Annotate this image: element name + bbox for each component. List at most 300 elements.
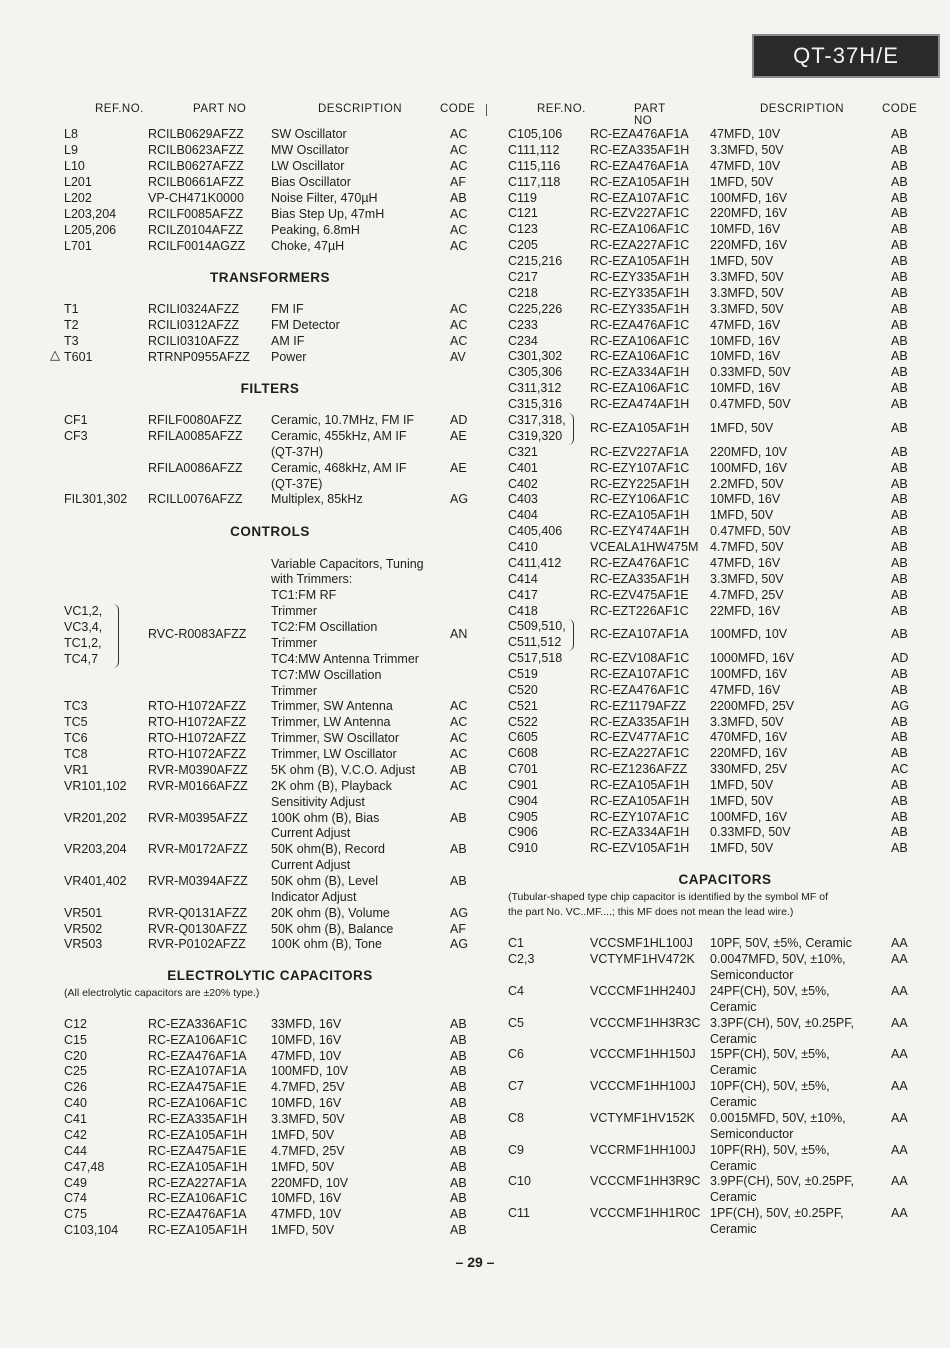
part-code: AB bbox=[891, 604, 908, 618]
part-desc: TC4:MW Antenna Trimmer bbox=[271, 652, 419, 666]
part-ref: C75 bbox=[64, 1207, 87, 1221]
part-part: RC-EZA105AF1H bbox=[590, 794, 690, 808]
part-ref: TC1,2, bbox=[64, 636, 102, 650]
part-desc: 10PF(CH), 50V, ±5%, bbox=[710, 1079, 830, 1093]
part-part: RCILI0312AFZZ bbox=[148, 318, 240, 332]
part-desc: with Trimmers: bbox=[271, 572, 353, 586]
part-desc: 3.3MFD, 50V bbox=[710, 715, 784, 729]
part-ref: C26 bbox=[64, 1080, 87, 1094]
part-part: RC-EZA106AF1C bbox=[148, 1096, 248, 1110]
part-code: AA bbox=[891, 1111, 908, 1125]
part-desc: 47MFD, 16V bbox=[710, 683, 781, 697]
part-ref: C401 bbox=[508, 461, 538, 475]
part-ref: C10 bbox=[508, 1174, 531, 1188]
part-desc: 220MFD, 16V bbox=[710, 238, 788, 252]
part-desc: Bias Oscillator bbox=[271, 175, 351, 189]
header-part: PART NO bbox=[634, 103, 666, 127]
part-desc: 50K ohm(B), Record bbox=[271, 842, 385, 856]
part-ref: CF1 bbox=[64, 413, 88, 427]
part-part: RC-EZA335AF1H bbox=[590, 572, 690, 586]
part-part: VCCCMF1HH240J bbox=[590, 984, 696, 998]
part-desc: 1MFD, 50V bbox=[710, 778, 774, 792]
part-desc: SW Oscillator bbox=[271, 127, 347, 141]
part-desc: FM Detector bbox=[271, 318, 340, 332]
part-part: RTO-H1072AFZZ bbox=[148, 715, 247, 729]
part-part: RVR-M0390AFZZ bbox=[148, 763, 248, 777]
part-ref: C904 bbox=[508, 794, 538, 808]
part-desc: FM IF bbox=[271, 302, 304, 316]
part-part: VCCCMF1HH100J bbox=[590, 1079, 696, 1093]
part-part: RTRNP0955AFZZ bbox=[148, 350, 250, 364]
part-ref: C701 bbox=[508, 762, 538, 776]
part-desc: 1MFD, 50V bbox=[710, 841, 774, 855]
part-desc: 24PF(CH), 50V, ±5%, bbox=[710, 984, 830, 998]
part-part: RC-EZA227AF1A bbox=[148, 1176, 247, 1190]
part-code: AB bbox=[450, 1223, 467, 1237]
part-code: AC bbox=[450, 334, 468, 348]
part-desc: 33MFD, 16V bbox=[271, 1017, 342, 1031]
part-code: AB bbox=[450, 811, 467, 825]
part-part: RC-EZA334AF1H bbox=[590, 825, 690, 839]
part-code: AF bbox=[450, 175, 466, 189]
page-number: – 29 – bbox=[455, 1254, 495, 1270]
part-ref: VC3,4, bbox=[64, 620, 103, 634]
part-ref: C417 bbox=[508, 588, 538, 602]
part-desc: 100MFD, 16V bbox=[710, 667, 788, 681]
part-desc: (QT-37E) bbox=[271, 477, 323, 491]
part-desc: 220MFD, 16V bbox=[710, 746, 788, 760]
part-desc: Trimmer, LW Antenna bbox=[271, 715, 391, 729]
part-desc: Trimmer bbox=[271, 604, 318, 618]
part-desc: 50K ohm (B), Level bbox=[271, 874, 378, 888]
part-code: AC bbox=[450, 715, 468, 729]
part-part: VCCCMF1HH1R0C bbox=[590, 1206, 701, 1220]
part-desc: 0.0047MFD, 50V, ±10%, bbox=[710, 952, 846, 966]
part-desc: 100MFD, 16V bbox=[710, 810, 788, 824]
part-part: RC-EZT226AF1C bbox=[590, 604, 689, 618]
part-part: RC-EZY107AF1C bbox=[590, 810, 690, 824]
part-desc: 4.7MFD, 25V bbox=[271, 1080, 345, 1094]
part-desc: 47MFD, 10V bbox=[710, 159, 781, 173]
part-part: RC-EZA106AF1C bbox=[148, 1033, 248, 1047]
part-ref: T601 bbox=[64, 350, 93, 364]
part-desc: 220MFD, 10V bbox=[710, 445, 788, 459]
part-part: RC-EZV227AF1C bbox=[590, 206, 690, 220]
part-desc: 50K ohm (B), Balance bbox=[271, 922, 394, 936]
part-code: AB bbox=[891, 556, 908, 570]
part-code: AB bbox=[450, 1144, 467, 1158]
part-desc: Ceramic, 10.7MHz, FM IF bbox=[271, 413, 415, 427]
part-part: RVR-M0172AFZZ bbox=[148, 842, 248, 856]
part-part: RC-EZA476AF1C bbox=[590, 683, 690, 697]
part-code: AB bbox=[891, 683, 908, 697]
part-desc: 10MFD, 16V bbox=[710, 492, 781, 506]
part-part: RC-EZA476AF1C bbox=[590, 556, 690, 570]
part-desc: 1MFD, 50V bbox=[710, 508, 774, 522]
section-heading: TRANSFORMERS bbox=[210, 270, 330, 285]
part-ref: C605 bbox=[508, 730, 538, 744]
part-desc: Trimmer, SW Oscillator bbox=[271, 731, 400, 745]
part-part: VCCCMF1HH3R9C bbox=[590, 1174, 701, 1188]
part-part: RCILB0623AFZZ bbox=[148, 143, 244, 157]
part-code: AB bbox=[891, 461, 908, 475]
part-code: AC bbox=[450, 779, 468, 793]
part-code: AC bbox=[450, 318, 468, 332]
part-ref: C40 bbox=[64, 1096, 87, 1110]
part-ref: C418 bbox=[508, 604, 538, 618]
part-ref: C2,3 bbox=[508, 952, 535, 966]
part-part: RC-EZA105AF1H bbox=[148, 1160, 248, 1174]
part-code: AB bbox=[891, 159, 908, 173]
part-ref: VC1,2, bbox=[64, 604, 103, 618]
part-code: AB bbox=[450, 191, 467, 205]
part-ref: T3 bbox=[64, 334, 79, 348]
part-ref: L10 bbox=[64, 159, 85, 173]
part-ref: C25 bbox=[64, 1064, 87, 1078]
part-part: VCCCMF1HH3R3C bbox=[590, 1016, 701, 1030]
part-code: AB bbox=[891, 238, 908, 252]
part-desc: 2200MFD, 25V bbox=[710, 699, 795, 713]
part-code: AB bbox=[891, 191, 908, 205]
part-ref: FIL301,302 bbox=[64, 492, 128, 506]
part-code: AC bbox=[450, 302, 468, 316]
part-ref: C4 bbox=[508, 984, 524, 998]
part-code: AB bbox=[891, 540, 908, 554]
part-part: RTO-H1072AFZZ bbox=[148, 731, 247, 745]
part-part: RC-EZY474AF1H bbox=[590, 524, 690, 538]
part-code: AC bbox=[450, 159, 468, 173]
part-code: AB bbox=[450, 1064, 467, 1078]
part-ref: C319,320 bbox=[508, 429, 563, 443]
part-code: AB bbox=[891, 302, 908, 316]
part-part: RVR-M0395AFZZ bbox=[148, 811, 248, 825]
part-ref: L203,204 bbox=[64, 207, 117, 221]
section-heading: ELECTROLYTIC CAPACITORS bbox=[167, 968, 373, 983]
part-desc: 4.7MFD, 50V bbox=[710, 540, 784, 554]
part-ref: C519 bbox=[508, 667, 538, 681]
part-part: RC-EZA476AF1A bbox=[148, 1207, 247, 1221]
part-ref: C521 bbox=[508, 699, 538, 713]
part-desc: Power bbox=[271, 350, 307, 364]
part-part: RC-EZA334AF1H bbox=[590, 365, 690, 379]
part-ref: C20 bbox=[64, 1049, 87, 1063]
part-code: AA bbox=[891, 936, 908, 950]
part-part: RC-EZA105AF1H bbox=[590, 175, 690, 189]
part-code: AB bbox=[891, 492, 908, 506]
part-part: RVR-M0394AFZZ bbox=[148, 874, 248, 888]
part-part: RC-EZA106AF1C bbox=[590, 381, 690, 395]
part-part: RCILF0014AGZZ bbox=[148, 239, 246, 253]
part-code: AB bbox=[891, 841, 908, 855]
part-desc: 1MFD, 50V bbox=[710, 175, 774, 189]
part-ref: C11 bbox=[508, 1206, 531, 1220]
part-desc: 1MFD, 50V bbox=[271, 1128, 335, 1142]
safety-warning-icon: △ bbox=[50, 347, 60, 362]
part-desc: 47MFD, 10V bbox=[271, 1207, 342, 1221]
part-desc: 220MFD, 16V bbox=[710, 206, 788, 220]
part-code: AB bbox=[891, 421, 908, 435]
part-desc: Variable Capacitors, Tuning bbox=[271, 557, 424, 571]
part-part: RCILI0310AFZZ bbox=[148, 334, 240, 348]
part-ref: C233 bbox=[508, 318, 538, 332]
part-code: AB bbox=[891, 627, 908, 641]
part-ref: C217 bbox=[508, 270, 538, 284]
part-ref: C522 bbox=[508, 715, 538, 729]
part-desc: (QT-37H) bbox=[271, 445, 324, 459]
part-part: VCCRMF1HH100J bbox=[590, 1143, 696, 1157]
part-part: RC-EZA106AF1C bbox=[590, 222, 690, 236]
part-ref: VR203,204 bbox=[64, 842, 127, 856]
part-desc: LW Oscillator bbox=[271, 159, 345, 173]
part-desc: 47MFD, 16V bbox=[710, 318, 781, 332]
part-code: AD bbox=[891, 651, 909, 665]
part-part: RCILB0661AFZZ bbox=[148, 175, 244, 189]
part-desc: 100K ohm (B), Tone bbox=[271, 937, 382, 951]
part-code: AV bbox=[450, 350, 466, 364]
part-desc: Trimmer, SW Antenna bbox=[271, 699, 393, 713]
part-code: AN bbox=[450, 627, 468, 641]
part-ref: VR101,102 bbox=[64, 779, 127, 793]
part-ref: TC3 bbox=[64, 699, 88, 713]
part-desc: Indicator Adjust bbox=[271, 890, 357, 904]
part-code: AB bbox=[450, 1017, 467, 1031]
part-desc: Trimmer bbox=[271, 684, 318, 698]
part-desc: Trimmer bbox=[271, 636, 318, 650]
part-part: RC-EZA105AF1H bbox=[590, 421, 690, 435]
part-desc: 330MFD, 25V bbox=[710, 762, 788, 776]
part-part: RC-EZA335AF1H bbox=[590, 143, 690, 157]
part-ref: C301,302 bbox=[508, 349, 563, 363]
part-code: AB bbox=[891, 349, 908, 363]
part-ref: C404 bbox=[508, 508, 538, 522]
part-ref: C511,512 bbox=[508, 635, 562, 649]
part-code: AB bbox=[450, 763, 467, 777]
part-desc: Ceramic, 455kHz, AM IF bbox=[271, 429, 407, 443]
part-ref: C47,48 bbox=[64, 1160, 105, 1174]
part-code: AB bbox=[891, 254, 908, 268]
part-desc: 10MFD, 16V bbox=[710, 381, 781, 395]
part-part: RC-EZA475AF1E bbox=[148, 1144, 247, 1158]
part-part: RC-EZ1179AFZZ bbox=[590, 699, 687, 713]
part-ref: C44 bbox=[64, 1144, 87, 1158]
part-part: RC-EZA107AF1C bbox=[590, 191, 690, 205]
part-desc: 47MFD, 10V bbox=[271, 1049, 342, 1063]
part-ref: TC5 bbox=[64, 715, 88, 729]
part-desc: 1MFD, 50V bbox=[271, 1160, 335, 1174]
part-code: AB bbox=[450, 1160, 467, 1174]
part-code: AB bbox=[891, 318, 908, 332]
part-ref: VR501 bbox=[64, 906, 103, 920]
part-desc: 100MFD, 16V bbox=[710, 191, 788, 205]
part-ref: C403 bbox=[508, 492, 538, 506]
part-part: RVC-R0083AFZZ bbox=[148, 627, 247, 641]
part-desc: Ceramic bbox=[710, 1095, 757, 1109]
part-ref: C402 bbox=[508, 477, 538, 491]
part-code: AE bbox=[450, 461, 467, 475]
part-ref: C42 bbox=[64, 1128, 87, 1142]
part-part: RC-EZY335AF1H bbox=[590, 286, 690, 300]
part-part: RC-EZY335AF1H bbox=[590, 302, 690, 316]
part-code: AB bbox=[891, 667, 908, 681]
part-desc: 15PF(CH), 50V, ±5%, bbox=[710, 1047, 830, 1061]
part-part: RCILL0076AFZZ bbox=[148, 492, 243, 506]
part-code: AB bbox=[891, 730, 908, 744]
part-part: RC-EZA105AF1H bbox=[590, 778, 690, 792]
part-part: RC-EZA335AF1H bbox=[148, 1112, 248, 1126]
part-desc: 3.9PF(CH), 50V, ±0.25PF, bbox=[710, 1174, 854, 1188]
part-ref: L8 bbox=[64, 127, 78, 141]
section-note: (Tubular-shaped type chip capacitor is identified by the symbol MF of bbox=[508, 891, 829, 903]
section-heading: CONTROLS bbox=[230, 524, 310, 539]
part-desc: 1000MFD, 16V bbox=[710, 651, 795, 665]
part-part: RC-EZA476AF1C bbox=[590, 318, 690, 332]
part-part: RC-EZY335AF1H bbox=[590, 270, 690, 284]
part-ref: C6 bbox=[508, 1047, 524, 1061]
section-heading: CAPACITORS bbox=[678, 872, 772, 887]
part-code: AE bbox=[450, 429, 467, 443]
part-code: AB bbox=[450, 874, 467, 888]
part-desc: Noise Filter, 470µH bbox=[271, 191, 378, 205]
part-desc: 1MFD, 50V bbox=[271, 1223, 335, 1237]
part-desc: Current Adjust bbox=[271, 826, 351, 840]
part-code: AB bbox=[891, 572, 908, 586]
part-desc: 1PF(CH), 50V, ±0.25PF, bbox=[710, 1206, 844, 1220]
part-code: AB bbox=[450, 1191, 467, 1205]
part-part: RFILA0086AFZZ bbox=[148, 461, 243, 475]
part-ref: C8 bbox=[508, 1111, 524, 1125]
part-part: RC-EZA474AF1H bbox=[590, 397, 690, 411]
part-desc: TC7:MW Oscillation bbox=[271, 668, 382, 682]
part-ref: C901 bbox=[508, 778, 538, 792]
part-desc: 0.0015MFD, 50V, ±10%, bbox=[710, 1111, 846, 1125]
part-ref: TC4,7 bbox=[64, 652, 99, 666]
part-part: RC-EZA106AF1C bbox=[590, 349, 690, 363]
header-code: CODE bbox=[440, 103, 476, 115]
part-part: RC-EZA106AF1C bbox=[148, 1191, 248, 1205]
part-code: AC bbox=[450, 207, 468, 221]
part-ref: C9 bbox=[508, 1143, 524, 1157]
part-desc: 470MFD, 16V bbox=[710, 730, 788, 744]
part-code: AB bbox=[891, 746, 908, 760]
part-code: AC bbox=[450, 127, 468, 141]
part-desc: Bias Step Up, 47mH bbox=[271, 207, 385, 221]
part-ref: C906 bbox=[508, 825, 538, 839]
part-part: RC-EZA107AF1A bbox=[148, 1064, 247, 1078]
part-code: AG bbox=[450, 492, 469, 506]
part-ref: C305,306 bbox=[508, 365, 563, 379]
part-part: RVR-Q0130AFZZ bbox=[148, 922, 248, 936]
part-desc: 22MFD, 16V bbox=[710, 604, 781, 618]
part-desc: Ceramic bbox=[710, 1190, 757, 1204]
part-desc: Current Adjust bbox=[271, 858, 351, 872]
part-desc: TC1:FM RF bbox=[271, 588, 337, 602]
part-part: RC-EZA475AF1E bbox=[148, 1080, 247, 1094]
part-code: AB bbox=[891, 127, 908, 141]
part-desc: 3.3MFD, 50V bbox=[271, 1112, 345, 1126]
part-ref: C7 bbox=[508, 1079, 524, 1093]
section-heading: FILTERS bbox=[240, 381, 300, 396]
part-desc: MW Oscillator bbox=[271, 143, 349, 157]
part-part: RC-EZV475AF1E bbox=[590, 588, 689, 602]
part-code: AA bbox=[891, 1016, 908, 1030]
part-part: VP-CH471K0000 bbox=[148, 191, 244, 205]
part-ref: C49 bbox=[64, 1176, 87, 1190]
part-ref: C317,318, bbox=[508, 413, 566, 427]
part-code: AA bbox=[891, 952, 908, 966]
part-code: AB bbox=[891, 810, 908, 824]
part-ref: C15 bbox=[64, 1033, 87, 1047]
part-desc: 0.47MFD, 50V bbox=[710, 397, 791, 411]
part-code: AB bbox=[891, 222, 908, 236]
part-desc: 10PF(RH), 50V, ±5%, bbox=[710, 1143, 830, 1157]
part-code: AB bbox=[891, 524, 908, 538]
part-desc: Semiconductor bbox=[710, 968, 794, 982]
part-desc: 2K ohm (B), Playback bbox=[271, 779, 392, 793]
part-code: AB bbox=[891, 445, 908, 459]
part-code: AB bbox=[891, 286, 908, 300]
part-desc: 1MFD, 50V bbox=[710, 794, 774, 808]
part-ref: C910 bbox=[508, 841, 538, 855]
part-part: RTO-H1072AFZZ bbox=[148, 699, 247, 713]
part-ref: VR1 bbox=[64, 763, 89, 777]
part-ref: VR503 bbox=[64, 937, 103, 951]
part-part: RVR-M0166AFZZ bbox=[148, 779, 248, 793]
part-desc: 220MFD, 10V bbox=[271, 1176, 349, 1190]
part-ref: L205,206 bbox=[64, 223, 117, 237]
part-ref: C119 bbox=[508, 191, 537, 205]
part-code: AB bbox=[891, 270, 908, 284]
part-desc: TC2:FM Oscillation bbox=[271, 620, 378, 634]
part-code: AB bbox=[891, 143, 908, 157]
part-desc: 3.3MFD, 50V bbox=[710, 286, 784, 300]
part-code: AA bbox=[891, 1206, 908, 1220]
part-desc: Semiconductor bbox=[710, 1127, 794, 1141]
part-ref: C12 bbox=[64, 1017, 87, 1031]
part-desc: 47MFD, 10V bbox=[710, 127, 781, 141]
part-code: AA bbox=[891, 1079, 908, 1093]
part-desc: 3.3PF(CH), 50V, ±0.25PF, bbox=[710, 1016, 854, 1030]
part-part: RC-EZA105AF1H bbox=[148, 1223, 248, 1237]
part-ref: VR401,402 bbox=[64, 874, 127, 888]
part-code: AB bbox=[891, 778, 908, 792]
part-ref: C520 bbox=[508, 683, 538, 697]
part-desc: 20K ohm (B), Volume bbox=[271, 906, 390, 920]
header-ref: REF.NO. bbox=[95, 103, 144, 115]
part-part: RC-EZV477AF1C bbox=[590, 730, 690, 744]
part-code: AB bbox=[450, 1128, 467, 1142]
part-code: AB bbox=[450, 842, 467, 856]
part-ref: T1 bbox=[64, 302, 79, 316]
part-desc: Multiplex, 85kHz bbox=[271, 492, 363, 506]
part-code: AD bbox=[450, 413, 468, 427]
part-ref: L201 bbox=[64, 175, 92, 189]
part-ref: L202 bbox=[64, 191, 92, 205]
part-ref: C225,226 bbox=[508, 302, 563, 316]
part-desc: 5K ohm (B), V.C.O. Adjust bbox=[271, 763, 416, 777]
part-ref: C5 bbox=[508, 1016, 524, 1030]
part-code: AC bbox=[450, 143, 468, 157]
header-part: PART NO bbox=[193, 103, 247, 115]
part-code: AB bbox=[891, 794, 908, 808]
part-desc: 0.33MFD, 50V bbox=[710, 365, 791, 379]
part-ref: T2 bbox=[64, 318, 79, 332]
part-part: RC-EZA105AF1H bbox=[590, 254, 690, 268]
part-ref: C509,510, bbox=[508, 619, 566, 633]
part-desc: 47MFD, 16V bbox=[710, 556, 781, 570]
group-brace bbox=[568, 619, 574, 651]
part-ref: C121 bbox=[508, 206, 538, 220]
part-ref: C234 bbox=[508, 334, 538, 348]
